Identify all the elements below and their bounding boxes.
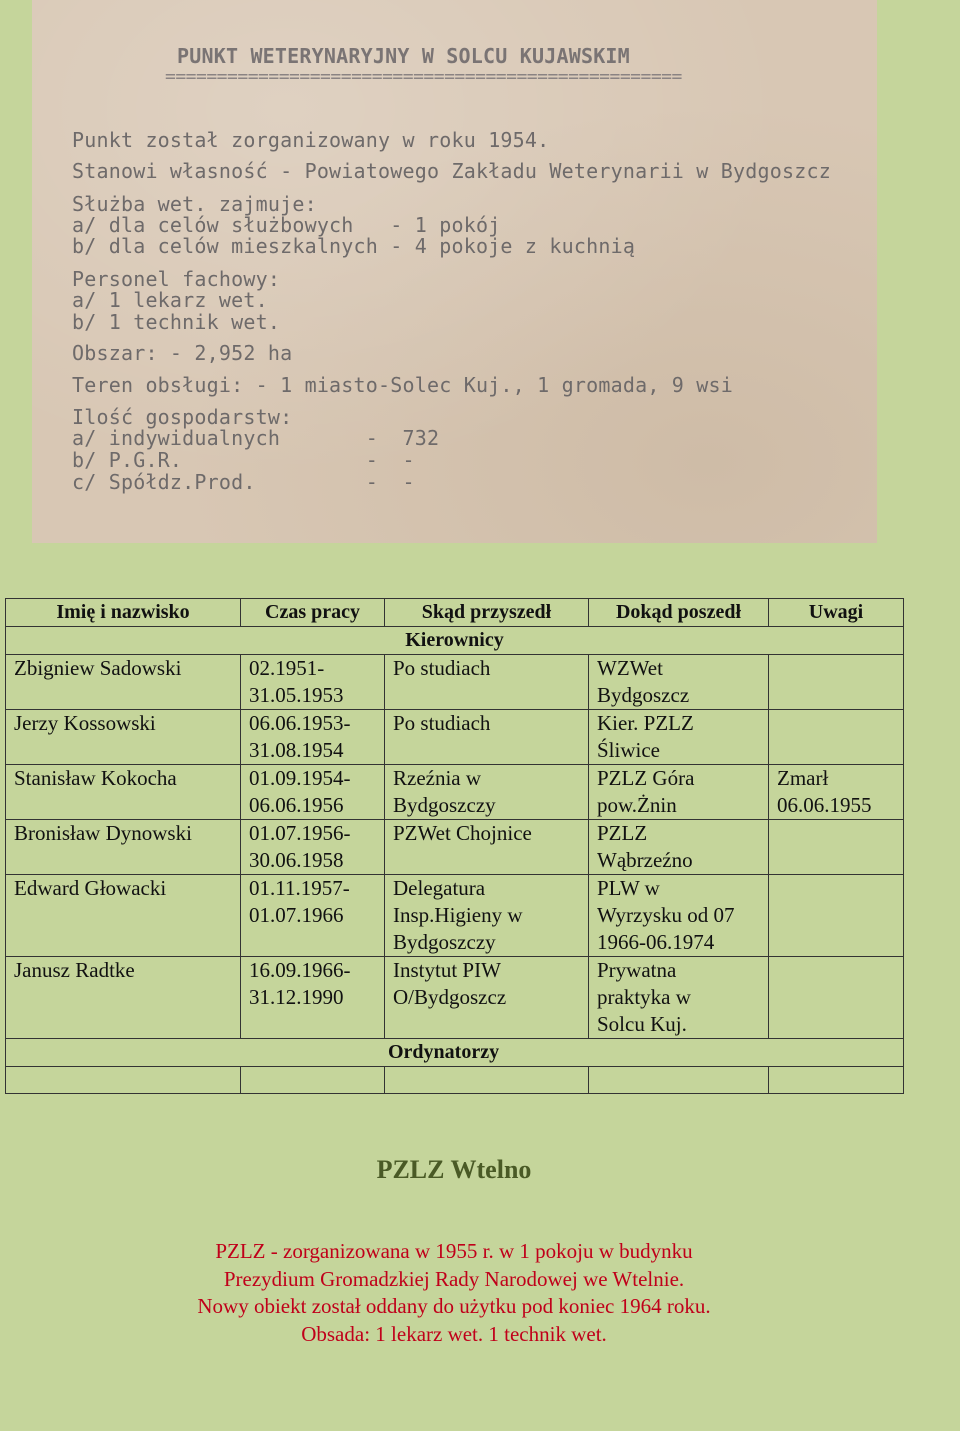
scan-line: Punkt został zorganizowany w roku 1954. <box>72 128 550 152</box>
scan-title: PUNKT WETERYNARYJNY W SOLCU KUJAWSKIM <box>177 44 630 68</box>
cell-name: Edward Głowacki <box>6 875 241 957</box>
table-row <box>6 655 904 710</box>
cell-to: WZWet Bydgoszcz <box>589 655 769 710</box>
cell-notes <box>769 957 904 1039</box>
paragraph-line: Nowy obiekt został oddany do użytku pod koniec 1964 roku. <box>197 1294 711 1318</box>
table-row-empty <box>6 1067 904 1094</box>
scan-line: b/ P.G.R. - - <box>72 448 415 472</box>
section-label-managers: Kierownicy <box>6 627 904 655</box>
section-row-ordinators <box>6 1039 904 1067</box>
scan-line: Służba wet. zajmuje: <box>72 192 317 216</box>
table-cell <box>385 1067 589 1094</box>
cell-to: PZLZ Góra pow.Żnin <box>589 765 769 820</box>
section-row-managers <box>6 627 904 655</box>
table-cell <box>589 1067 769 1094</box>
staff-table <box>5 598 904 1094</box>
paragraph-line: PZLZ - zorganizowana w 1955 r. w 1 pokoju w budynku <box>215 1239 693 1263</box>
table-row <box>6 957 904 1039</box>
table-cell <box>241 1067 385 1094</box>
table-row <box>6 710 904 765</box>
scan-line: Obszar: - 2,952 ha <box>72 341 293 365</box>
column-header-name: Imię i nazwisko <box>6 599 241 627</box>
cell-from: Delegatura Insp.Higieny w Bydgoszczy <box>385 875 589 957</box>
cell-notes <box>769 820 904 875</box>
column-header-period: Czas pracy <box>241 599 385 627</box>
section-label-ordinators: Ordynatorzy <box>6 1039 904 1067</box>
scan-line: a/ 1 lekarz wet. <box>72 288 268 312</box>
cell-from: Po studiach <box>385 710 589 765</box>
cell-to: PLW w Wyrzysku od 07 1966-06.1974 <box>589 875 769 957</box>
column-header-from: Skąd przyszedł <box>385 599 589 627</box>
cell-period: 02.1951- 31.05.1953 <box>241 655 385 710</box>
cell-to: PZLZ Wąbrzeźno <box>589 820 769 875</box>
table-header-row <box>6 599 904 627</box>
cell-period: 01.11.1957- 01.07.1966 <box>241 875 385 957</box>
cell-name: Stanisław Kokocha <box>6 765 241 820</box>
table-cell <box>769 1067 904 1094</box>
cell-period: 01.09.1954- 06.06.1956 <box>241 765 385 820</box>
scan-line: b/ 1 technik wet. <box>72 310 281 334</box>
paragraph-line: Obsada: 1 lekarz wet. 1 technik wet. <box>301 1321 607 1346</box>
cell-name: Jerzy Kossowski <box>6 710 241 765</box>
scan-line: Ilość gospodarstw: <box>72 405 293 429</box>
scanned-document <box>32 0 877 543</box>
cell-period: 16.09.1966- 31.12.1990 <box>241 957 385 1039</box>
scan-line: Stanowi własność - Powiatowego Zakładu Weterynarii w Bydgoszcz <box>72 159 831 183</box>
column-header-to: Dokąd poszedł <box>589 599 769 627</box>
cell-from: Instytut PIW O/Bydgoszcz <box>385 957 589 1039</box>
cell-notes: Zmarł 06.06.1955 <box>769 765 904 820</box>
table-cell <box>6 1067 241 1094</box>
scan-line: b/ dla celów mieszkalnych - 4 pokoje z kuchnią <box>72 234 636 258</box>
cell-period: 06.06.1953- 31.08.1954 <box>241 710 385 765</box>
scan-line: a/ indywidualnych - 732 <box>72 426 440 450</box>
column-header-notes: Uwagi <box>769 599 904 627</box>
cell-from: Po studiach <box>385 655 589 710</box>
cell-period: 01.07.1956- 30.06.1958 <box>241 820 385 875</box>
table-row <box>6 875 904 957</box>
cell-name: Janusz Radtke <box>6 957 241 1039</box>
description-paragraph <box>0 1238 908 1348</box>
section-heading: PZLZ Wtelno <box>376 1155 532 1184</box>
paragraph-line: Prezydium Gromadzkiej Rady Narodowej we Wtelnie. <box>223 1266 685 1291</box>
scan-line: c/ Spółdz.Prod. - - <box>72 470 415 494</box>
cell-from: Rzeźnia w Bydgoszczy <box>385 765 589 820</box>
cell-name: Zbigniew Sadowski <box>6 655 241 710</box>
cell-name: Bronisław Dynowski <box>6 820 241 875</box>
cell-notes <box>769 710 904 765</box>
cell-from: PZWet Chojnice <box>385 820 589 875</box>
scan-underline: ================================================== <box>165 66 682 87</box>
scan-line: Teren obsługi: - 1 miasto-Solec Kuj., 1 gromada, 9 wsi <box>72 373 734 397</box>
table-row <box>6 820 904 875</box>
scan-line: Personel fachowy: <box>72 267 281 291</box>
cell-notes <box>769 875 904 957</box>
table-row <box>6 765 904 820</box>
cell-to: Prywatna praktyka w Solcu Kuj. <box>589 957 769 1039</box>
cell-notes <box>769 655 904 710</box>
scan-line: a/ dla celów służbowych - 1 pokój <box>72 213 501 237</box>
cell-to: Kier. PZLZ Śliwice <box>589 710 769 765</box>
